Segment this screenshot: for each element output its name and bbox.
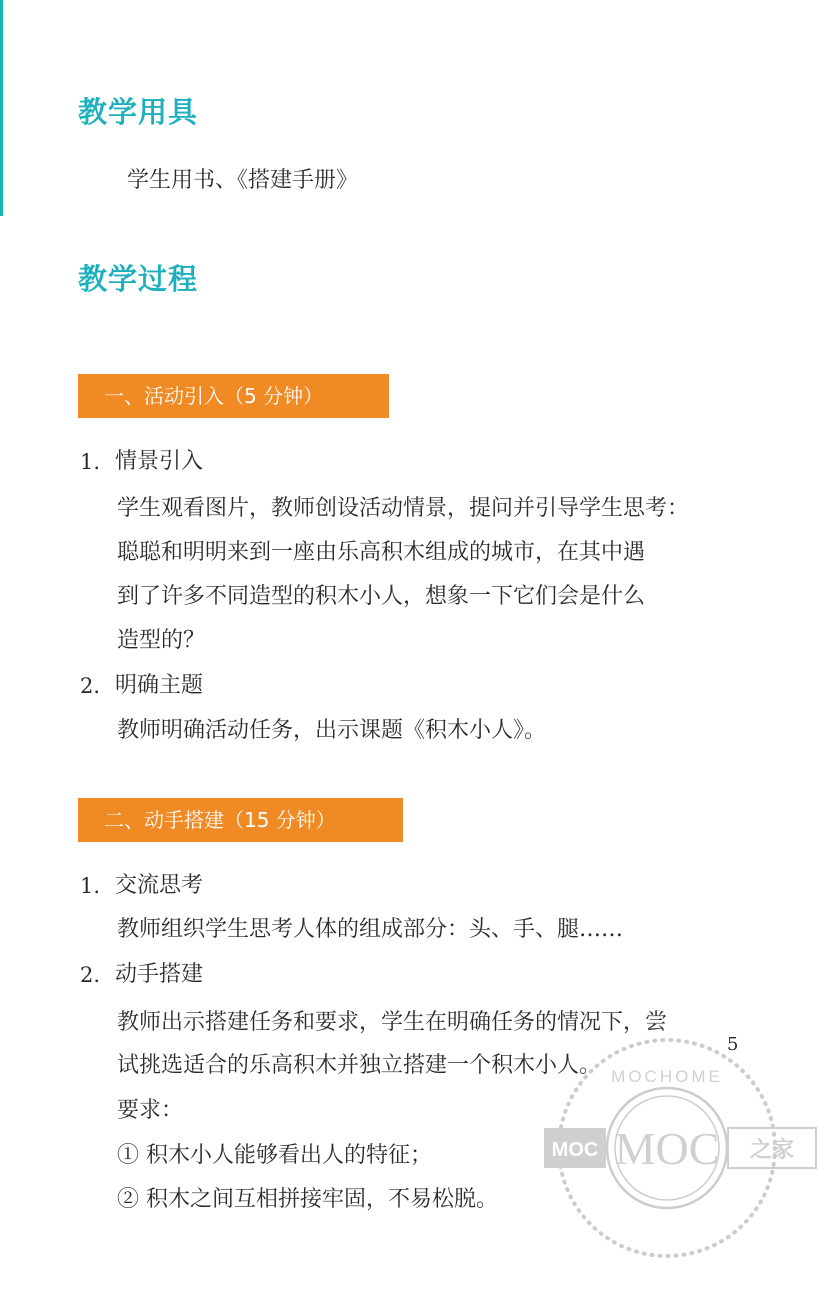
part1-item2-title: 明确主题: [115, 673, 204, 698]
part2-item2-number: 2.: [80, 963, 101, 987]
part1-item2-number: 2.: [80, 674, 101, 698]
tools-heading: 教学用具: [78, 95, 199, 129]
watermark-left-label: MOC: [551, 1139, 599, 1161]
part2-item1-number: 1.: [80, 874, 101, 898]
part2-item1-line: 教师组织学生思考人体的组成部分：头、手、腿……: [117, 917, 624, 942]
process-heading: 教学过程: [78, 262, 199, 296]
page-number: 5: [727, 1034, 739, 1055]
part2-item1-title: 交流思考: [115, 873, 204, 898]
part1-item1-line: 到了许多不同造型的积木小人，想象一下它们会是什么: [117, 584, 646, 609]
part2-item2-line: 教师出示搭建任务和要求，学生在明确任务的情况下，尝: [117, 1010, 668, 1035]
requirement-item: ① 积木小人能够看出人的特征；: [117, 1143, 432, 1168]
part1-item1-line: 聪聪和明明来到一座由乐高积木组成的城市，在其中遇: [117, 540, 646, 565]
part1-banner: 一、活动引入（5 分钟）: [78, 374, 389, 418]
part1-item1-line: 学生观看图片，教师创设活动情景，提问并引导学生思考：: [117, 496, 690, 521]
tools-text: 学生用书、《搭建手册》: [127, 168, 359, 193]
part1-item1-title: 情景引入: [115, 449, 204, 474]
requirements-label: 要求：: [117, 1098, 184, 1123]
moc-watermark: [540, 1030, 825, 1280]
part2-item2-title: 动手搭建: [115, 962, 204, 987]
watermark-center-label: MOC: [614, 1123, 720, 1174]
watermark-right-label: 之家: [749, 1138, 795, 1163]
requirement-item: ② 积木之间互相拼接牢固，不易松脱。: [117, 1187, 498, 1212]
part1-item1-number: 1.: [80, 450, 101, 474]
part1-item2-line: 教师明确活动任务，出示课题《积木小人》。: [117, 718, 547, 743]
part1-item1-line: 造型的？: [117, 628, 206, 653]
edge-accent-bar: [0, 0, 3, 216]
watermark-arc-label: MOCHOME: [611, 1067, 723, 1086]
part2-item2-line: 试挑选适合的乐高积木并独立搭建一个积木小人。: [117, 1053, 602, 1078]
part2-banner: 二、动手搭建（15 分钟）: [78, 798, 403, 842]
